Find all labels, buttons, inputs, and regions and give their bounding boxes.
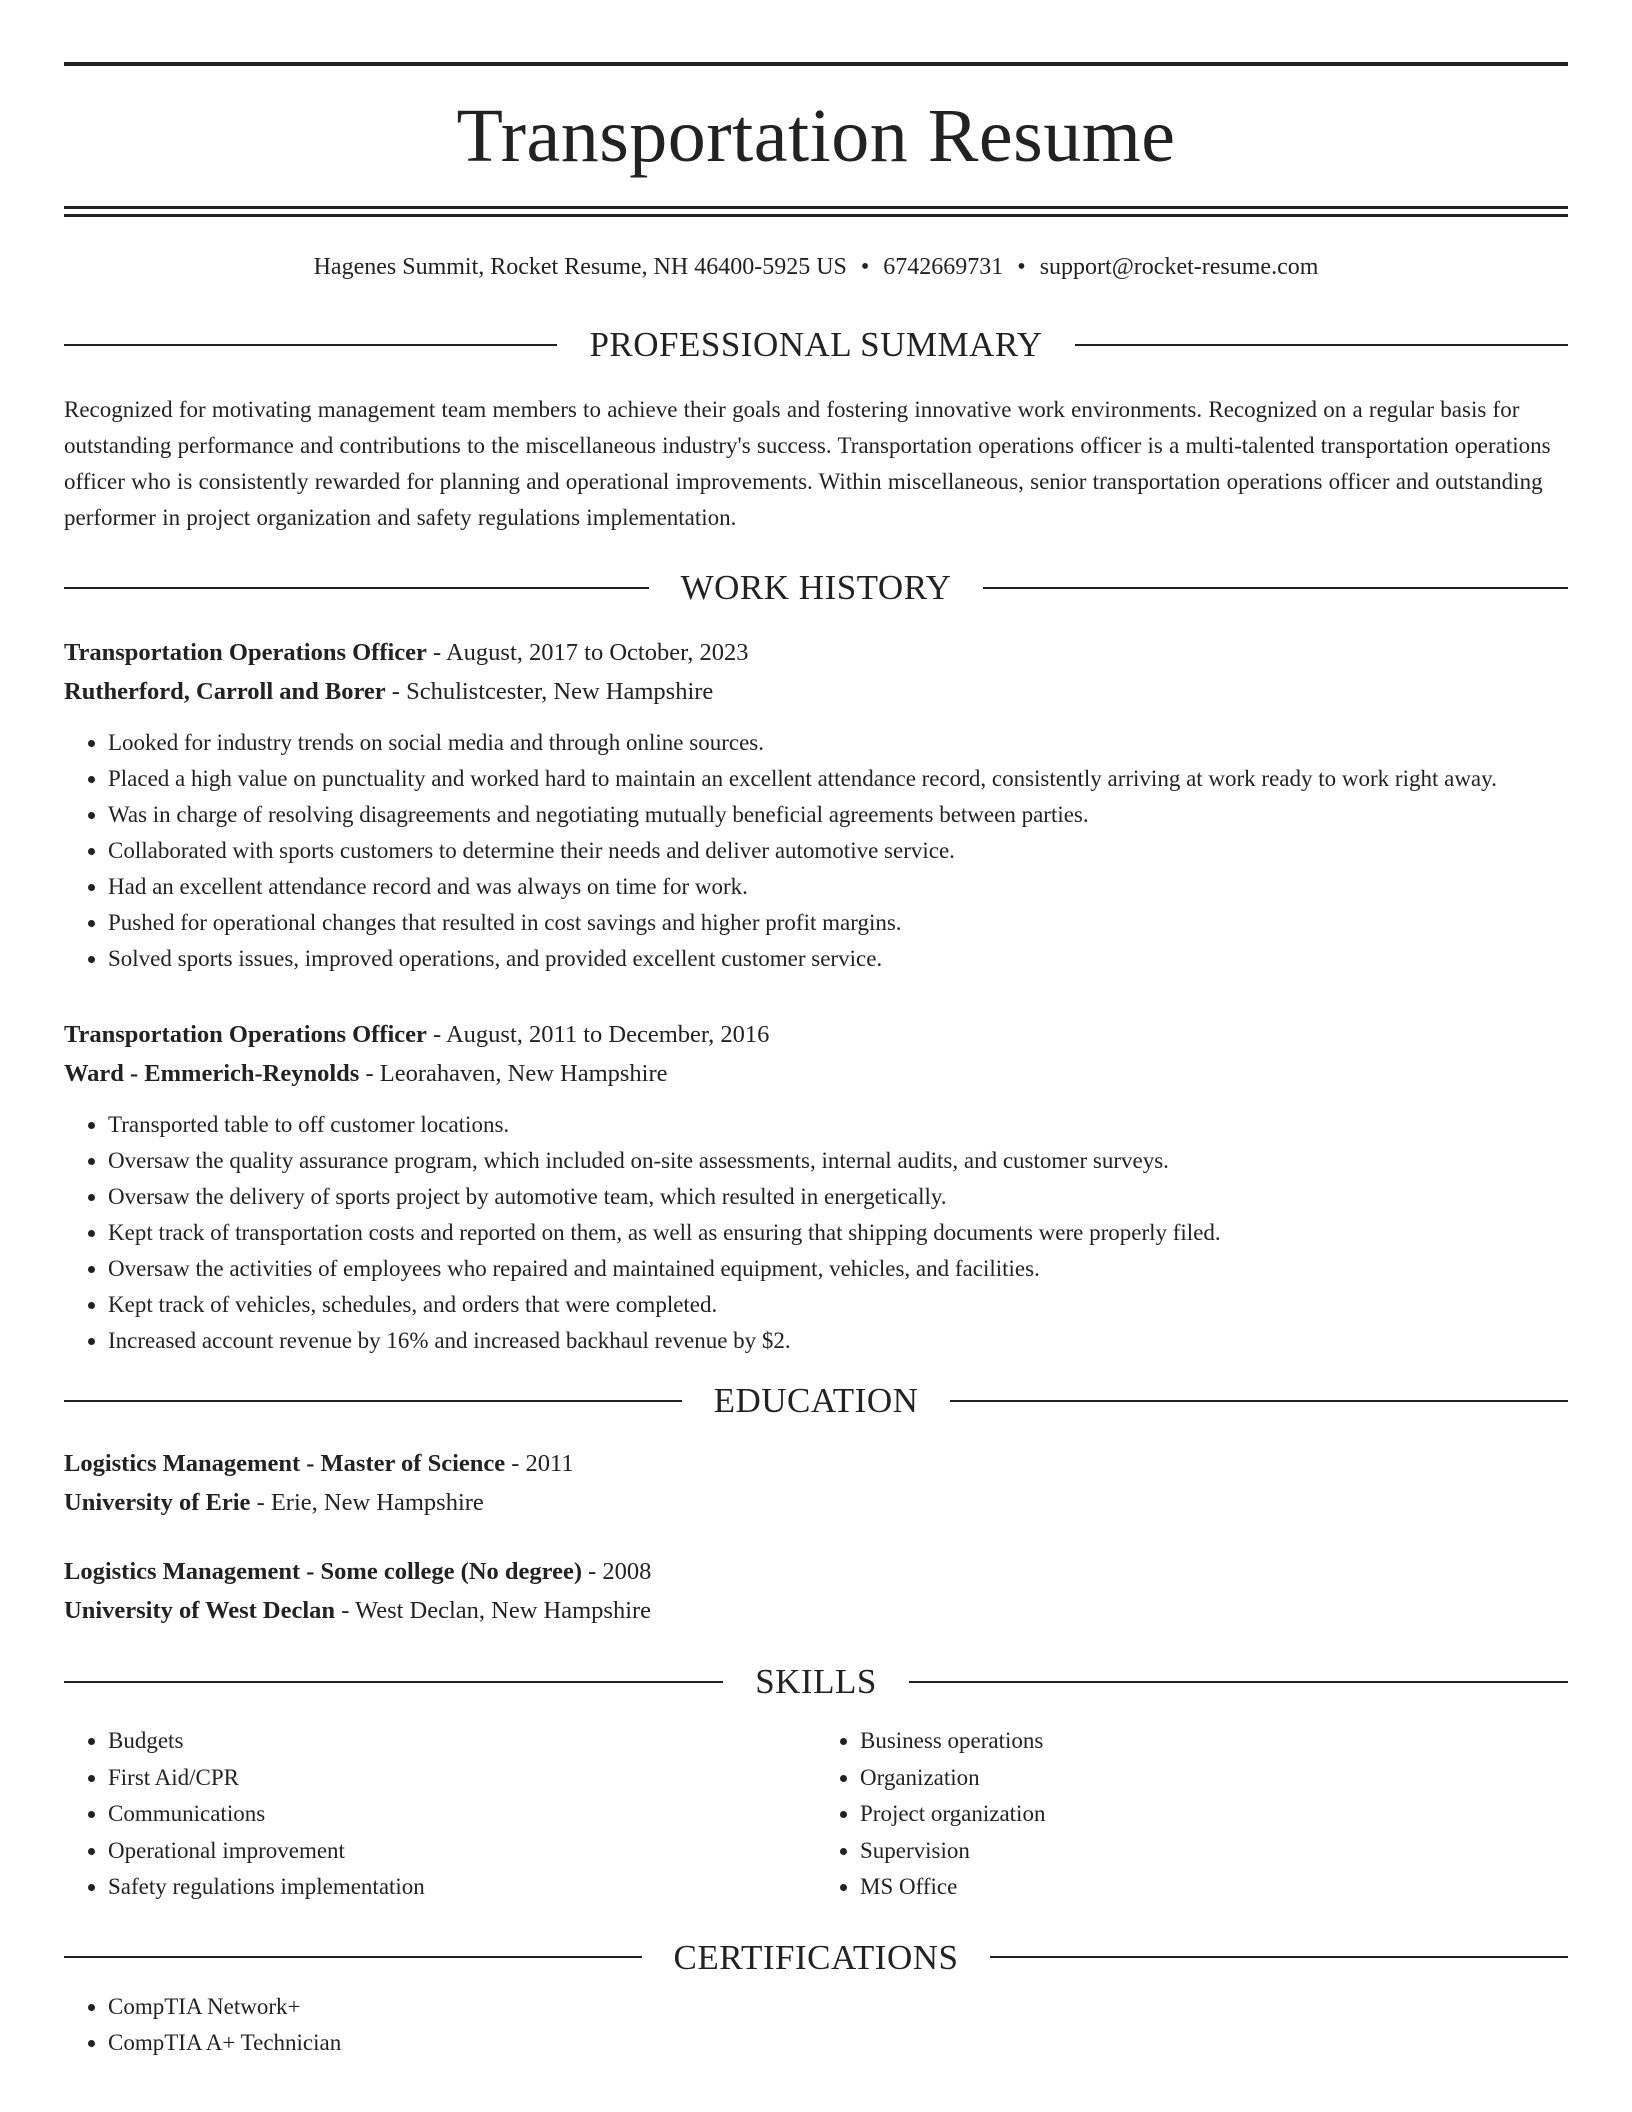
- job-location: - Schulistcester, New Hampshire: [385, 678, 714, 705]
- job-company-line: [64, 672, 1568, 711]
- certification-item: • CompTIA Network+: [108, 1989, 1568, 2025]
- education-school-line: [64, 1483, 1568, 1522]
- job-title-line: [64, 1015, 1568, 1054]
- job-bullet-item: • Kept track of transportation costs and reported on them, as well as ensuring that shipping documents were properly filed.: [108, 1215, 1568, 1251]
- job-company: Rutherford, Carroll and Borer: [64, 678, 386, 705]
- section-title: PROFESSIONAL SUMMARY: [589, 325, 1043, 364]
- section-header-work: [64, 570, 1568, 605]
- contact-separator: •: [860, 254, 870, 280]
- education-location: - Erie, New Hampshire: [250, 1489, 484, 1516]
- education-degree-line: [64, 1444, 1568, 1483]
- skill-item: • Business operations: [860, 1723, 1568, 1760]
- education-degree: Logistics Management - Master of Science: [64, 1450, 506, 1477]
- job-bullet-item: • Was in charge of resolving disagreements and negotiating mutually beneficial agreements between parties.: [108, 797, 1568, 833]
- job-title: Transportation Operations Officer: [64, 1021, 427, 1048]
- contact-email: support@rocket-resume.com: [1039, 254, 1319, 280]
- education-entry: [64, 1552, 1568, 1630]
- education-entry: [64, 1444, 1568, 1522]
- divider-line: [990, 1956, 1568, 1958]
- job-bullet-item: • Collaborated with sports customers to determine their needs and deliver automotive service.: [108, 833, 1568, 869]
- job-bullet-item: • Oversaw the activities of employees who repaired and maintained equipment, vehicles, and facilities.: [108, 1251, 1568, 1287]
- job-location: - Leorahaven, New Hampshire: [359, 1060, 668, 1087]
- job-bullet-item: • Oversaw the quality assurance program, which included on-site assessments, internal audits, and customer surveys.: [108, 1143, 1568, 1179]
- job-bullet-item: • Transported table to off customer locations.: [108, 1107, 1568, 1143]
- job-entry: [64, 633, 1568, 977]
- job-bullet-item: • Increased account revenue by 16% and increased backhaul revenue by $2.: [108, 1323, 1568, 1359]
- section-header-certifications: [64, 1937, 1568, 1977]
- job-dates: - August, 2017 to October, 2023: [426, 639, 749, 666]
- divider-line: [983, 587, 1568, 589]
- job-company-line: [64, 1054, 1568, 1093]
- skill-item: • Safety regulations implementation: [108, 1869, 816, 1906]
- contact-phone: 6742669731: [883, 254, 1004, 280]
- job-bullet-item: • Placed a high value on punctuality and worked hard to maintain an excellent attendance record, consistently arriving at work ready to work right away.: [108, 761, 1568, 797]
- job-bullet-item: • Oversaw the delivery of sports project by automotive team, which resulted in energetically.: [108, 1179, 1568, 1215]
- job-title: Transportation Operations Officer: [64, 639, 427, 666]
- job-bullets: [64, 725, 1568, 977]
- section-title: EDUCATION: [713, 1381, 919, 1420]
- divider-line: [64, 1956, 642, 1958]
- contact-separator: •: [1017, 254, 1026, 280]
- job-bullet-item: • Kept track of vehicles, schedules, and orders that were completed.: [108, 1287, 1568, 1323]
- skills-list-left: [64, 1723, 816, 1906]
- skill-item: • Budgets: [108, 1723, 816, 1760]
- skill-item: • Project organization: [860, 1796, 1568, 1833]
- section-header-summary: [64, 327, 1568, 362]
- section-header-skills: [64, 1664, 1568, 1699]
- divider-line: [1075, 344, 1568, 346]
- resume-title: Transportation Resume: [456, 94, 1176, 178]
- section-title: CERTIFICATIONS: [673, 1937, 959, 1977]
- contact-line: [64, 255, 1568, 279]
- title-double-rule: [64, 206, 1568, 217]
- certifications-list: [64, 1989, 1568, 2061]
- divider-line: [909, 1681, 1568, 1683]
- divider-line: [64, 1681, 723, 1683]
- education-degree: Logistics Management - Some college (No degree): [64, 1558, 582, 1585]
- job-bullet-item: • Had an excellent attendance record and was always on time for work.: [108, 869, 1568, 905]
- skills-columns: [64, 1723, 1568, 1906]
- section-header-education: [64, 1383, 1568, 1418]
- skill-item: • First Aid/CPR: [108, 1760, 816, 1797]
- education-school-line: [64, 1591, 1568, 1630]
- divider-line: [64, 344, 557, 346]
- job-bullet-item: • Solved sports issues, improved operations, and provided excellent customer service.: [108, 941, 1568, 977]
- contact-address: Hagenes Summit, Rocket Resume, NH 46400-5925 US: [313, 254, 847, 280]
- job-entry: [64, 1015, 1568, 1359]
- divider-line: [64, 1400, 682, 1402]
- skill-item: • Operational improvement: [108, 1833, 816, 1870]
- divider-line: [950, 1400, 1568, 1402]
- job-bullet-item: • Looked for industry trends on social media and through online sources.: [108, 725, 1568, 761]
- certification-item: • CompTIA A+ Technician: [108, 2025, 1568, 2061]
- education-location: - West Declan, New Hampshire: [335, 1597, 652, 1624]
- job-company: Ward - Emmerich-Reynolds: [64, 1060, 360, 1087]
- skill-item: • Communications: [108, 1796, 816, 1833]
- education-year: - 2008: [582, 1558, 652, 1585]
- skill-item: • MS Office: [860, 1869, 1568, 1906]
- section-title: SKILLS: [755, 1662, 877, 1701]
- education-list: [64, 1444, 1568, 1630]
- section-title: WORK HISTORY: [680, 568, 952, 607]
- education-school: University of Erie: [64, 1489, 251, 1516]
- summary-text: Recognized for motivating management team members to achieve their goals and fostering innovative work environments. Recognized on a regular basis for outstanding performance and contributions to the miscellaneous industry's success. Transportation operations officer is a multi-talented transportation operations officer who is consistently rewarded for planning and operational improvements. Within miscellaneous, senior transportation operations officer and outstanding performer in project organization and safety regulations implementation.: [64, 397, 1551, 530]
- job-bullet-item: • Pushed for operational changes that resulted in cost savings and higher profit margins.: [108, 905, 1568, 941]
- education-year: - 2011: [505, 1450, 574, 1477]
- job-title-line: [64, 633, 1568, 672]
- divider-line: [64, 587, 649, 589]
- skill-item: • Supervision: [860, 1833, 1568, 1870]
- skill-item: • Organization: [860, 1760, 1568, 1797]
- top-rule: [64, 62, 1568, 66]
- education-school: University of West Declan: [64, 1597, 336, 1624]
- job-dates: - August, 2011 to December, 2016: [426, 1021, 770, 1048]
- education-degree-line: [64, 1552, 1568, 1591]
- job-bullets: [64, 1107, 1568, 1359]
- work-history-list: [64, 633, 1568, 1359]
- skills-list-right: [816, 1723, 1568, 1906]
